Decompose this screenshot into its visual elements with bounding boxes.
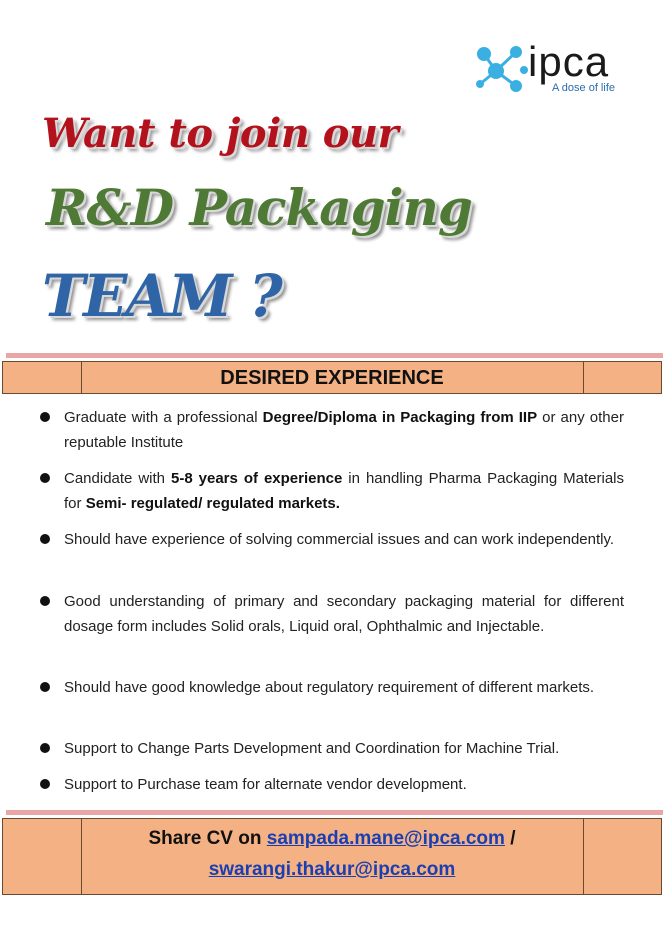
text-run: Should have good knowledge about regulatory requirement of different markets.: [64, 679, 595, 696]
list-item: [64, 405, 624, 455]
section-title: DESIRED EXPERIENCE: [220, 367, 444, 389]
text-run: Candidate with: [64, 470, 171, 487]
list-item: [64, 527, 624, 552]
headline-line-1: Want to join our: [42, 110, 399, 157]
email-separator: /: [504, 828, 516, 849]
list-item: [64, 772, 624, 797]
email-link-sampada[interactable]: sampada.mane@ipca.com: [266, 828, 505, 849]
list-item: [64, 736, 624, 761]
bold-text: 5-8 years of experience: [171, 470, 343, 487]
email-link-swarangi[interactable]: swarangi.thakur@ipca.com: [208, 859, 456, 880]
logo-tagline: A dose of life: [552, 82, 615, 94]
bold-text: Degree/Diploma in Packaging from IIP: [262, 409, 538, 426]
text-run: Good understanding of primary and secondary packaging material for different dosage form includes Solid orals, Liquid oral, Ophthalmic and Injectable.: [64, 593, 624, 635]
text-run: Should have experience of solving commercial issues and can work independently.: [64, 531, 615, 548]
bullet-icon: [40, 743, 50, 753]
share-cv-line-1: [81, 828, 583, 850]
headline-line-3: TEAM ?: [42, 262, 281, 330]
divider-top: [6, 353, 663, 358]
bullet-icon: [40, 473, 50, 483]
share-cv-line-2: [81, 859, 583, 881]
divider-bottom: [6, 810, 663, 815]
bullet-icon: [40, 682, 50, 692]
bullet-icon: [40, 779, 50, 789]
list-item: [64, 675, 624, 700]
section-title-band: [2, 361, 662, 394]
bullet-icon: [40, 412, 50, 422]
text-run: Support to Change Parts Development and Coordination for Machine Trial.: [64, 740, 560, 757]
bullet-icon: [40, 596, 50, 606]
headline-line-2: R&D Packaging: [46, 178, 472, 237]
share-cv-band: [2, 818, 662, 895]
bullet-icon: [40, 534, 50, 544]
list-item: [64, 466, 624, 516]
list-item: [64, 589, 624, 639]
band-left-cell: [3, 819, 82, 894]
text-run: Graduate with a professional: [64, 409, 263, 426]
text-run: Support to Purchase team for alternate vendor development.: [64, 776, 467, 793]
share-cv-prefix: Share CV on: [148, 828, 267, 849]
bold-text: Semi- regulated/ regulated markets.: [85, 495, 340, 512]
text-run: or any other reputable Institute: [64, 409, 624, 451]
molecule-logo-icon: [474, 44, 530, 94]
text-run: in handling Pharma Packaging Materials for: [64, 470, 624, 512]
ipca-logo: [474, 40, 624, 100]
logo-brand-text: ipca: [528, 38, 610, 85]
band-right-cell: [583, 819, 584, 894]
